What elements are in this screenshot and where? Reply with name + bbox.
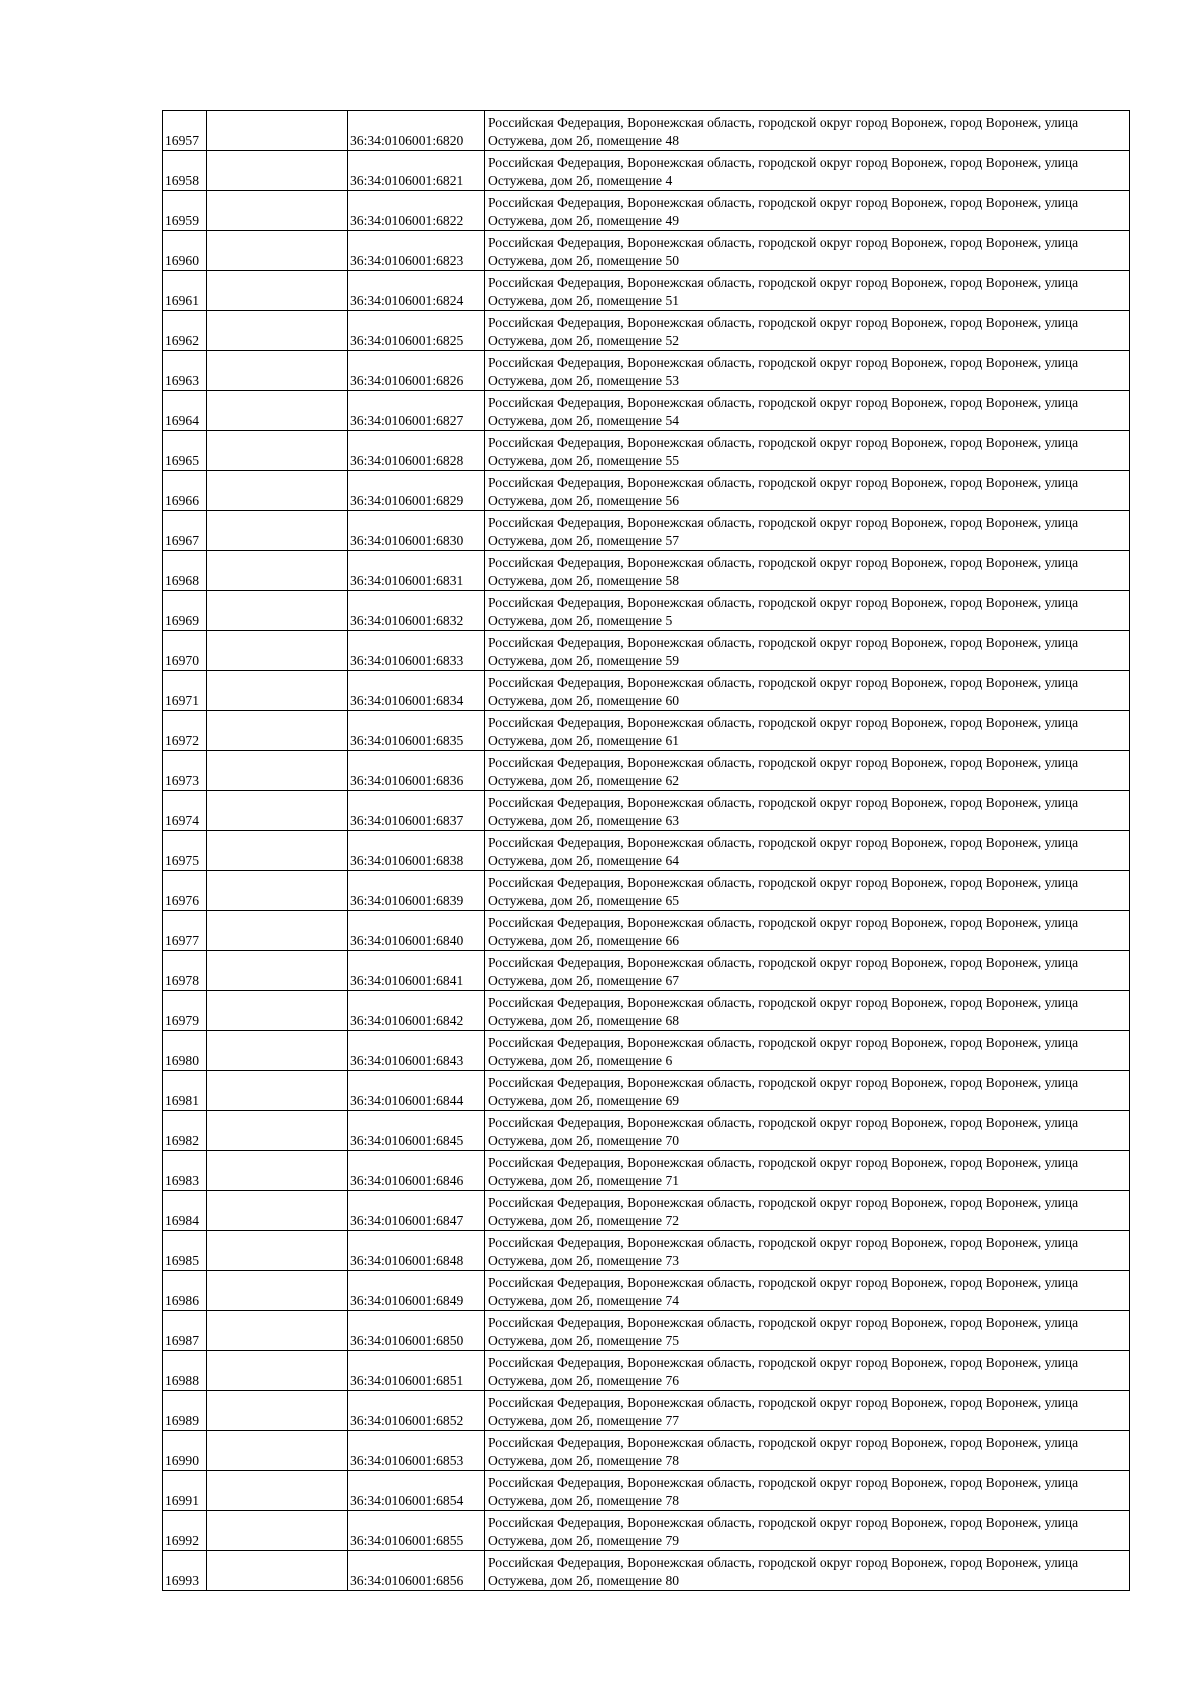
row-number-cell: 16982 [163,1111,207,1151]
table-row [163,991,1130,1031]
cadastral-number-cell: 36:34:0106001:6855 [348,1511,485,1551]
cadastral-number-cell: 36:34:0106001:6835 [348,711,485,751]
empty-cell [207,1351,348,1391]
cadastral-number-cell: 36:34:0106001:6856 [348,1551,485,1591]
empty-cell [207,1111,348,1151]
table-row [163,871,1130,911]
cadastral-number-cell: 36:34:0106001:6837 [348,791,485,831]
address-cell: Российская Федерация, Воронежская область, городской округ город Воронеж, город Воронеж, улица Остужева, дом 2б, помещение 68 [485,991,1130,1031]
table-row [163,1031,1130,1071]
row-number-cell: 16977 [163,911,207,951]
row-number-cell: 16961 [163,271,207,311]
table-row [163,1351,1130,1391]
cadastral-number-cell: 36:34:0106001:6827 [348,391,485,431]
table-row [163,711,1130,751]
cadastral-number-cell: 36:34:0106001:6832 [348,591,485,631]
row-number-cell: 16960 [163,231,207,271]
cadastral-number-cell: 36:34:0106001:6849 [348,1271,485,1311]
row-number-cell: 16969 [163,591,207,631]
cadastral-number-cell: 36:34:0106001:6846 [348,1151,485,1191]
row-number-cell: 16992 [163,1511,207,1551]
address-cell: Российская Федерация, Воронежская область, городской округ город Воронеж, город Воронеж, улица Остужева, дом 2б, помещение 66 [485,911,1130,951]
table-row [163,231,1130,271]
address-cell: Российская Федерация, Воронежская область, городской округ город Воронеж, город Воронеж, улица Остужева, дом 2б, помещение 78 [485,1431,1130,1471]
empty-cell [207,751,348,791]
address-cell: Российская Федерация, Воронежская область, городской округ город Воронеж, город Воронеж, улица Остужева, дом 2б, помещение 69 [485,1071,1130,1111]
cadastral-number-cell: 36:34:0106001:6851 [348,1351,485,1391]
table-row [163,511,1130,551]
table-row [163,791,1130,831]
table-row [163,1551,1130,1591]
row-number-cell: 16991 [163,1471,207,1511]
empty-cell [207,311,348,351]
table-row [163,191,1130,231]
cadastral-number-cell: 36:34:0106001:6821 [348,151,485,191]
address-cell: Российская Федерация, Воронежская область, городской округ город Воронеж, город Воронеж, улица Остужева, дом 2б, помещение 60 [485,671,1130,711]
table-row [163,1111,1130,1151]
table-row [163,1071,1130,1111]
registry-table [162,110,1130,1591]
table-row [163,591,1130,631]
empty-cell [207,631,348,671]
table-row [163,551,1130,591]
row-number-cell: 16974 [163,791,207,831]
row-number-cell: 16986 [163,1271,207,1311]
empty-cell [207,1391,348,1431]
address-cell: Российская Федерация, Воронежская область, городской округ город Воронеж, город Воронеж, улица Остужева, дом 2б, помещение 71 [485,1151,1130,1191]
cadastral-number-cell: 36:34:0106001:6829 [348,471,485,511]
address-cell: Российская Федерация, Воронежская область, городской округ город Воронеж, город Воронеж, улица Остужева, дом 2б, помещение 74 [485,1271,1130,1311]
table-row [163,911,1130,951]
table-row [163,271,1130,311]
empty-cell [207,271,348,311]
table-row [163,671,1130,711]
row-number-cell: 16990 [163,1431,207,1471]
row-number-cell: 16973 [163,751,207,791]
address-cell: Российская Федерация, Воронежская область, городской округ город Воронеж, город Воронеж, улица Остужева, дом 2б, помещение 78 [485,1471,1130,1511]
address-cell: Российская Федерация, Воронежская область, городской округ город Воронеж, город Воронеж, улица Остужева, дом 2б, помещение 50 [485,231,1130,271]
empty-cell [207,711,348,751]
table-row [163,471,1130,511]
table-row [163,1431,1130,1471]
table-row [163,1311,1130,1351]
address-cell: Российская Федерация, Воронежская область, городской округ город Воронеж, город Воронеж, улица Остужева, дом 2б, помещение 54 [485,391,1130,431]
cadastral-number-cell: 36:34:0106001:6843 [348,1031,485,1071]
table-row [163,1391,1130,1431]
row-number-cell: 16968 [163,551,207,591]
address-cell: Российская Федерация, Воронежская область, городской округ город Воронеж, город Воронеж, улица Остужева, дом 2б, помещение 48 [485,111,1130,151]
cadastral-number-cell: 36:34:0106001:6823 [348,231,485,271]
table-row [163,1471,1130,1511]
address-cell: Российская Федерация, Воронежская область, городской округ город Воронеж, город Воронеж, улица Остужева, дом 2б, помещение 75 [485,1311,1130,1351]
row-number-cell: 16988 [163,1351,207,1391]
row-number-cell: 16957 [163,111,207,151]
row-number-cell: 16971 [163,671,207,711]
cadastral-number-cell: 36:34:0106001:6830 [348,511,485,551]
row-number-cell: 16976 [163,871,207,911]
empty-cell [207,991,348,1031]
empty-cell [207,1231,348,1271]
address-cell: Российская Федерация, Воронежская область, городской округ город Воронеж, город Воронеж, улица Остужева, дом 2б, помещение 51 [485,271,1130,311]
row-number-cell: 16966 [163,471,207,511]
cadastral-number-cell: 36:34:0106001:6853 [348,1431,485,1471]
empty-cell [207,1031,348,1071]
table-row [163,351,1130,391]
table-row [163,831,1130,871]
empty-cell [207,911,348,951]
address-cell: Российская Федерация, Воронежская область, городской округ город Воронеж, город Воронеж, улица Остужева, дом 2б, помещение 61 [485,711,1130,751]
empty-cell [207,231,348,271]
row-number-cell: 16980 [163,1031,207,1071]
table-row [163,751,1130,791]
address-cell: Российская Федерация, Воронежская область, городской округ город Воронеж, город Воронеж, улица Остужева, дом 2б, помещение 58 [485,551,1130,591]
address-cell: Российская Федерация, Воронежская область, городской округ город Воронеж, город Воронеж, улица Остужева, дом 2б, помещение 73 [485,1231,1130,1271]
table-row [163,431,1130,471]
address-cell: Российская Федерация, Воронежская область, городской округ город Воронеж, город Воронеж, улица Остужева, дом 2б, помещение 59 [485,631,1130,671]
empty-cell [207,871,348,911]
table-row [163,311,1130,351]
row-number-cell: 16979 [163,991,207,1031]
cadastral-number-cell: 36:34:0106001:6838 [348,831,485,871]
row-number-cell: 16967 [163,511,207,551]
row-number-cell: 16963 [163,351,207,391]
address-cell: Российская Федерация, Воронежская область, городской округ город Воронеж, город Воронеж, улица Остужева, дом 2б, помещение 80 [485,1551,1130,1591]
empty-cell [207,831,348,871]
address-cell: Российская Федерация, Воронежская область, городской округ город Воронеж, город Воронеж, улица Остужева, дом 2б, помещение 62 [485,751,1130,791]
empty-cell [207,151,348,191]
empty-cell [207,671,348,711]
table-row [163,1151,1130,1191]
row-number-cell: 16972 [163,711,207,751]
row-number-cell: 16970 [163,631,207,671]
empty-cell [207,1551,348,1591]
row-number-cell: 16981 [163,1071,207,1111]
address-cell: Российская Федерация, Воронежская область, городской округ город Воронеж, город Воронеж, улица Остужева, дом 2б, помещение 52 [485,311,1130,351]
row-number-cell: 16989 [163,1391,207,1431]
cadastral-number-cell: 36:34:0106001:6854 [348,1471,485,1511]
empty-cell [207,391,348,431]
address-cell: Российская Федерация, Воронежская область, городской округ город Воронеж, город Воронеж, улица Остужева, дом 2б, помещение 76 [485,1351,1130,1391]
cadastral-number-cell: 36:34:0106001:6839 [348,871,485,911]
empty-cell [207,1311,348,1351]
cadastral-number-cell: 36:34:0106001:6845 [348,1111,485,1151]
address-cell: Российская Федерация, Воронежская область, городской округ город Воронеж, город Воронеж, улица Остужева, дом 2б, помещение 56 [485,471,1130,511]
table-row [163,111,1130,151]
empty-cell [207,111,348,151]
empty-cell [207,431,348,471]
empty-cell [207,1471,348,1511]
row-number-cell: 16987 [163,1311,207,1351]
row-number-cell: 16983 [163,1151,207,1191]
address-cell: Российская Федерация, Воронежская область, городской округ город Воронеж, город Воронеж, улица Остужева, дом 2б, помещение 79 [485,1511,1130,1551]
cadastral-number-cell: 36:34:0106001:6836 [348,751,485,791]
empty-cell [207,351,348,391]
address-cell: Российская Федерация, Воронежская область, городской округ город Воронеж, город Воронеж, улица Остужева, дом 2б, помещение 6 [485,1031,1130,1071]
address-cell: Российская Федерация, Воронежская область, городской округ город Воронеж, город Воронеж, улица Остужева, дом 2б, помещение 67 [485,951,1130,991]
address-cell: Российская Федерация, Воронежская область, городской округ город Воронеж, город Воронеж, улица Остужева, дом 2б, помещение 65 [485,871,1130,911]
empty-cell [207,791,348,831]
row-number-cell: 16984 [163,1191,207,1231]
cadastral-number-cell: 36:34:0106001:6828 [348,431,485,471]
address-cell: Российская Федерация, Воронежская область, городской округ город Воронеж, город Воронеж, улица Остужева, дом 2б, помещение 53 [485,351,1130,391]
empty-cell [207,191,348,231]
address-cell: Российская Федерация, Воронежская область, городской округ город Воронеж, город Воронеж, улица Остужева, дом 2б, помещение 77 [485,1391,1130,1431]
cadastral-number-cell: 36:34:0106001:6820 [348,111,485,151]
row-number-cell: 16964 [163,391,207,431]
cadastral-number-cell: 36:34:0106001:6831 [348,551,485,591]
registry-table-body [163,111,1130,1591]
empty-cell [207,471,348,511]
empty-cell [207,1191,348,1231]
row-number-cell: 16962 [163,311,207,351]
table-row [163,631,1130,671]
address-cell: Российская Федерация, Воронежская область, городской округ город Воронеж, город Воронеж, улица Остужева, дом 2б, помещение 5 [485,591,1130,631]
row-number-cell: 16965 [163,431,207,471]
cadastral-number-cell: 36:34:0106001:6840 [348,911,485,951]
address-cell: Российская Федерация, Воронежская область, городской округ город Воронеж, город Воронеж, улица Остужева, дом 2б, помещение 70 [485,1111,1130,1151]
table-row [163,1191,1130,1231]
address-cell: Российская Федерация, Воронежская область, городской округ город Воронеж, город Воронеж, улица Остужева, дом 2б, помещение 4 [485,151,1130,191]
empty-cell [207,1431,348,1471]
cadastral-number-cell: 36:34:0106001:6833 [348,631,485,671]
empty-cell [207,1271,348,1311]
address-cell: Российская Федерация, Воронежская область, городской округ город Воронеж, город Воронеж, улица Остужева, дом 2б, помещение 55 [485,431,1130,471]
empty-cell [207,951,348,991]
address-cell: Российская Федерация, Воронежская область, городской округ город Воронеж, город Воронеж, улица Остужева, дом 2б, помещение 63 [485,791,1130,831]
row-number-cell: 16975 [163,831,207,871]
address-cell: Российская Федерация, Воронежская область, городской округ город Воронеж, город Воронеж, улица Остужева, дом 2б, помещение 57 [485,511,1130,551]
cadastral-number-cell: 36:34:0106001:6848 [348,1231,485,1271]
table-row [163,151,1130,191]
table-row [163,1511,1130,1551]
cadastral-number-cell: 36:34:0106001:6825 [348,311,485,351]
table-row [163,391,1130,431]
table-row [163,951,1130,991]
address-cell: Российская Федерация, Воронежская область, городской округ город Воронеж, город Воронеж, улица Остужева, дом 2б, помещение 64 [485,831,1130,871]
cadastral-number-cell: 36:34:0106001:6844 [348,1071,485,1111]
cadastral-number-cell: 36:34:0106001:6842 [348,991,485,1031]
table-row [163,1231,1130,1271]
cadastral-number-cell: 36:34:0106001:6852 [348,1391,485,1431]
row-number-cell: 16978 [163,951,207,991]
address-cell: Российская Федерация, Воронежская область, городской округ город Воронеж, город Воронеж, улица Остужева, дом 2б, помещение 49 [485,191,1130,231]
cadastral-number-cell: 36:34:0106001:6822 [348,191,485,231]
row-number-cell: 16993 [163,1551,207,1591]
cadastral-number-cell: 36:34:0106001:6824 [348,271,485,311]
row-number-cell: 16959 [163,191,207,231]
row-number-cell: 16958 [163,151,207,191]
row-number-cell: 16985 [163,1231,207,1271]
empty-cell [207,1511,348,1551]
cadastral-number-cell: 36:34:0106001:6826 [348,351,485,391]
empty-cell [207,511,348,551]
cadastral-number-cell: 36:34:0106001:6841 [348,951,485,991]
cadastral-number-cell: 36:34:0106001:6847 [348,1191,485,1231]
cadastral-number-cell: 36:34:0106001:6834 [348,671,485,711]
cadastral-number-cell: 36:34:0106001:6850 [348,1311,485,1351]
empty-cell [207,591,348,631]
empty-cell [207,551,348,591]
address-cell: Российская Федерация, Воронежская область, городской округ город Воронеж, город Воронеж, улица Остужева, дом 2б, помещение 72 [485,1191,1130,1231]
empty-cell [207,1151,348,1191]
empty-cell [207,1071,348,1111]
table-row [163,1271,1130,1311]
